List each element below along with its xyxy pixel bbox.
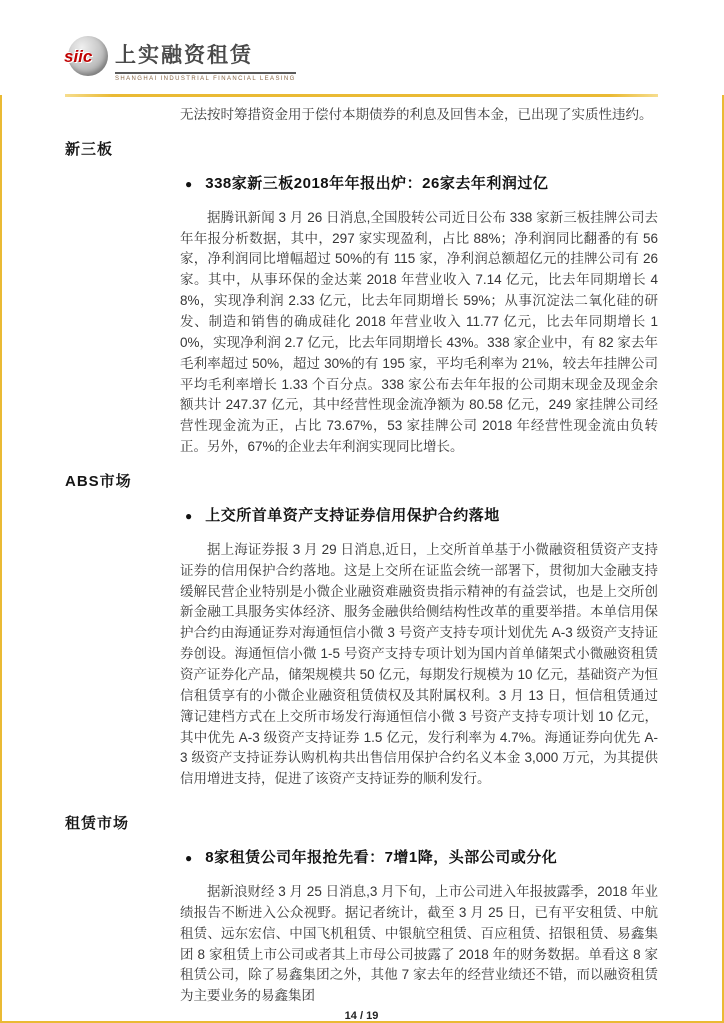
news-body: 据上海证券报 3 月 29 日消息,近日，上交所首单基于小微融资租赁资产支持证券的信用保护合约落地。这是上交所在证监会统一部署下，贯彻加大金融支持缓解民营企业特别是小微企业融资难融资贵指示精神的有益尝试，也是上交所创新金融工具服务实体经济、服务金融供给侧结构性改革的重要举措。本单信用保护合约由海通证券对海通恒信小微 3 号资产支持专项计划优先 A-3 级资产支持证券创设。海通恒信小微 1-5 号资产支持专项计划为国内首单储架式小微融资租赁资产证券化产品，储架规模共 50 亿元，每期发行规模为 10 亿元，基础资产为恒信租赁享有的小微企业融资租赁债权及其附属权利。3 月 13 日，恒信租赁通过簿记建档方式在上交所市场发行海通恒信小微 3 号资产支持专项计划 10 亿元，其中优先 A-3 级资产支持证券 1.5 亿元，发行利率为 4.7%。海通证券向优先 A-3 级资产支持证券认购机构共出售信用保护合约名义本金 3,000 万元，为其提供信用增进支持，促进了该资产支持证券的顺利发行。 [180,541,658,787]
news-headline [185,504,658,525]
section-heading-neeq: 新三板 [65,140,114,158]
section-abs-market [65,470,658,790]
bullet-icon: ● [185,508,193,523]
news-headline [185,846,658,867]
news-headline [185,172,658,193]
news-body: 据腾讯新闻 3 月 26 日消息,全国股转公司近日公布 338 家新三板挂牌公司去年年报分析数据，其中，297 家实现盈利，占比 88%；净利润同比翻番的有 56 家，净利润同比增幅超过 50%的有 115 家，净利润总额超亿元的挂牌公司有 26 家。其中，从事环保的金达莱 2018 年营业收入 7.14 亿元，比去年同期增长 48%，实现净利润 2.33 亿元，比去年同期增长 59%；从事沉淀法二氧化硅的研发、制造和销售的确成硅化 2018 年营业收入 11.77 亿元，比去年同期增长 10%，实现净利润 2.7 亿元，比去年同期增长 43%。338 家企业中，有 82 家去年毛利率超过 50%，超过 30%的有 195 家，平均毛利率为 21%，较去年挂牌公司平均毛利率增长 1.33 个百分点。338 家公布去年年报的公司期末现金及现金余额共计 247.37 亿元，其中经营性现金流净额为 80.58 亿元，249 家挂牌公司经营性现金流为正，占比 73.67%，53 家挂牌公司 2018 年经营性现金流由负转正。另外，67%的企业去年利润实现同比增长。 [180,209,658,455]
siic-wordmark: siic [64,47,93,66]
siic-globe-icon [64,36,108,76]
page-footer [65,1010,658,1022]
news-title: 338家新三板2018年年报出炉：26家去年利润过亿 [205,174,549,192]
company-logo [64,0,658,82]
section-leasing-market [65,812,658,1007]
section-heading-leasing: 租赁市场 [65,815,130,833]
brand-name: 上实融资租赁 [115,39,296,74]
bullet-icon: ● [185,176,193,191]
brand-subtitle: SHANGHAI INDUSTRIAL FINANCIAL LEASING [115,76,296,82]
bullet-icon: ● [185,851,193,866]
page-header [65,0,658,97]
news-title: 8家租赁公司年报抢先看：7增1降，头部公司或分化 [205,849,558,867]
section-neeq [65,138,658,458]
section-heading-abs: ABS市场 [65,472,132,490]
news-title: 上交所首单资产支持证券信用保护合约落地 [205,506,500,524]
news-body: 据新浪财经 3 月 25 日消息,3 月下旬，上市公司进入年报披露季，2018 年业绩报告不断进入公众视野。据记者统计，截至 3 月 25 日，已有平安租赁、中航租赁、远东宏信、中国飞机租赁、中银航空租赁、百应租赁、招银租赁、易鑫集团 8 家租赁上市公司或者其上市母公司披露了 2018 年的财务数据。单看这 8 家租赁公司，除了易鑫集团之外，其他 7 家去年的经营业绩还不错，而以融资租赁为主要业务的易鑫集团 [180,884,658,1004]
page-number: 14 / 19 [344,1010,379,1023]
carryover-paragraph: 无法按时筹措资金用于偿付本期债券的利息及回售本金，已出现了实质性违约。 [180,107,653,122]
header-gold-rule [65,94,658,97]
